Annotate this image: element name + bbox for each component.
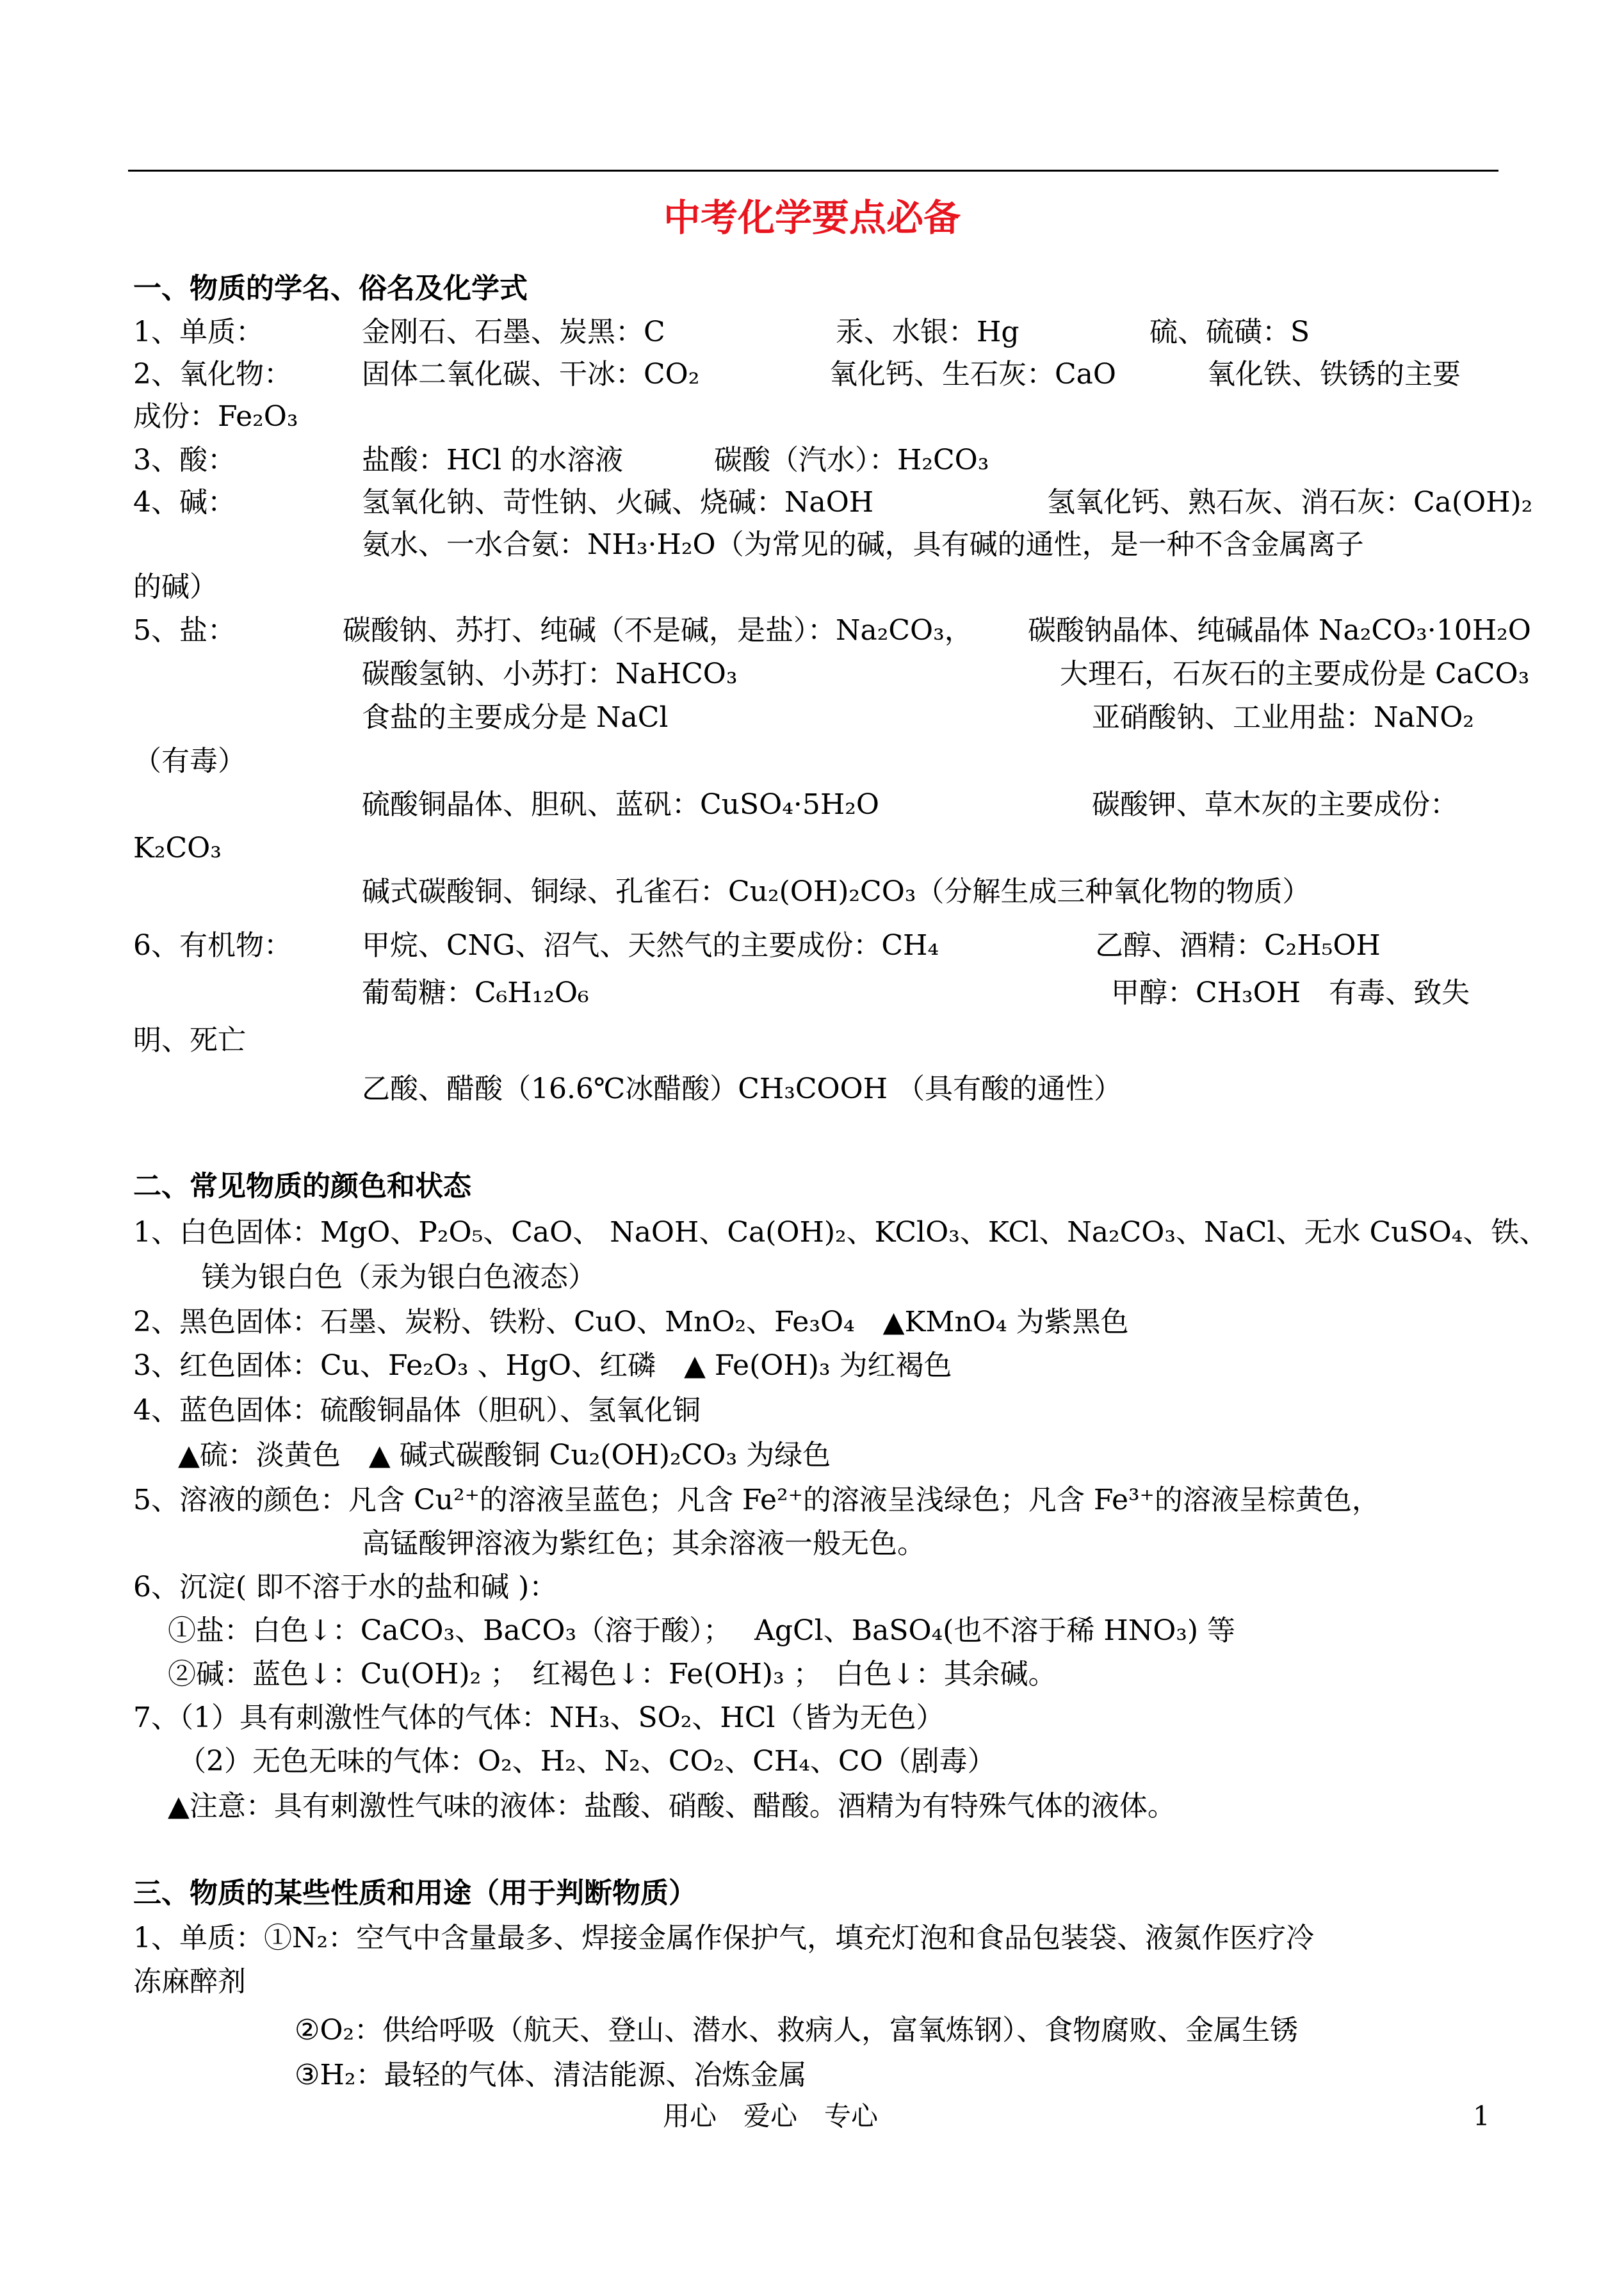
text-line: 7、（1）具有刺激性气体的气体：NH₃、SO₂、HCl（皆为无色）: [133, 1701, 945, 1734]
text-line: 碳酸氢钠、小苏打：NaHCO₃: [362, 658, 738, 690]
text-line: ▲注意：具有刺激性气味的液体：盐酸、硝酸、醋酸。酒精为有特殊气体的液体。: [168, 1790, 1176, 1822]
section-3-heading: 三、物质的某些性质和用途（用于判断物质）: [133, 1877, 697, 1910]
text-line: （2）无色无味的气体：O₂、H₂、N₂、CO₂、CH₄、CO（剧毒）: [178, 1745, 996, 1778]
text-line: 碳酸钠、苏打、纯碱（不是碱，是盐）：Na₂CO₃，: [343, 614, 973, 647]
section-2-heading: 二、常见物质的颜色和状态: [133, 1170, 471, 1203]
text-line: 冻麻醉剂: [133, 1965, 246, 1998]
text-line: 氢氧化钙、熟石灰、消石灰：Ca(OH)₂: [1047, 486, 1533, 519]
text-line: 的碱）: [133, 571, 218, 603]
header-rule: [128, 170, 1498, 172]
text-line: 3、红色固体：Cu、Fe₂O₃ 、HgO、红磷 ▲ Fe(OH)₃ 为红褐色: [133, 1349, 952, 1382]
text-line: 乙醇、酒精：C₂H₅OH: [1095, 929, 1381, 962]
text-line: ②O₂：供给呼吸（航天、登山、潜水、救病人，富氧炼钢）、食物腐败、金属生锈: [295, 2014, 1299, 2047]
text-line: 固体二氧化碳、干冰：CO₂: [362, 358, 700, 391]
text-line: 碱式碳酸铜、铜绿、孔雀石：Cu₂(OH)₂CO₃（分解生成三种氧化物的物质）: [362, 875, 1311, 908]
text-line: K₂CO₃: [133, 832, 222, 864]
text-line: 6、沉淀( 即不溶于水的盐和碱 )：: [133, 1571, 558, 1603]
text-line: 葡萄糖：C₆H₁₂O₆: [362, 977, 589, 1009]
text-line: 1、单质：①N₂：空气中含量最多、焊接金属作保护气，填充灯泡和食品包装袋、液氮作医疗冷: [133, 1922, 1315, 1954]
text-line: 6、有机物：: [133, 929, 292, 962]
text-line: 氢氧化钠、苛性钠、火碱、烧碱：NaOH: [362, 486, 874, 519]
text-line: 4、碱：: [133, 486, 236, 519]
text-line: 4、蓝色固体：硫酸铜晶体（胆矾）、氢氧化铜: [133, 1394, 701, 1427]
text-line: 硫酸铜晶体、胆矾、蓝矾：CuSO₄·5H₂O: [362, 788, 879, 821]
footer-motto: 用心 爱心 专心: [663, 2100, 879, 2132]
text-line: 5、盐：: [133, 614, 236, 647]
text-line: 3、酸：: [133, 444, 236, 476]
text-line: 1、单质：: [133, 316, 264, 348]
text-line: ②碱：蓝色↓：Cu(OH)₂ ； 红褐色↓：Fe(OH)₃ ； 白色↓：其余碱。: [168, 1658, 1057, 1691]
text-line: 碳酸钾、草木灰的主要成份：: [1092, 788, 1458, 821]
text-line: 1、白色固体：MgO、P₂O₅、CaO、 NaOH、Ca(OH)₂、KClO₃、KCl、Na₂CO₃、NaCl、无水 CuSO₄、铁、: [133, 1216, 1548, 1249]
text-line: 5、溶液的颜色：凡含 Cu²⁺的溶液呈蓝色；凡含 Fe²⁺的溶液呈浅绿色；凡含 Fe³⁺的溶液呈棕黄色，: [133, 1484, 1380, 1516]
text-line: 亚硝酸钠、工业用盐：NaNO₂: [1092, 701, 1474, 734]
page-number: 1: [1473, 2100, 1490, 2132]
text-line: 氧化铁、铁锈的主要: [1207, 358, 1461, 391]
section-1-heading: 一、物质的学名、俗名及化学式: [133, 272, 528, 305]
text-line: 镁为银白色（汞为银白色液态）: [202, 1261, 596, 1293]
text-line: ①盐：白色↓：CaCO₃、BaCO₃（溶于酸）； AgCl、BaSO₄(也不溶于稀 HNO₃) 等: [168, 1614, 1236, 1647]
text-line: 汞、水银：Hg: [836, 316, 1019, 348]
text-line: 金刚石、石墨、炭黑：C: [362, 316, 665, 348]
text-line: 氨水、一水合氨：NH₃·H₂O（为常见的碱，具有碱的通性，是一种不含金属离子: [362, 528, 1364, 561]
text-line: 碳酸（汽水）：H₂CO₃: [714, 444, 989, 476]
text-line: （有毒）: [133, 745, 246, 777]
text-line: 大理石，石灰石的主要成份是 CaCO₃: [1060, 658, 1530, 690]
text-line: ▲硫：淡黄色 ▲ 碱式碳酸铜 Cu₂(OH)₂CO₃ 为绿色: [178, 1439, 831, 1472]
text-line: 食盐的主要成分是 NaCl: [362, 701, 669, 734]
text-line: 高锰酸钾溶液为紫红色；其余溶液一般无色。: [362, 1527, 925, 1560]
text-line: 硫、硫磺：S: [1149, 316, 1310, 348]
page-title: 中考化学要点必备: [663, 196, 961, 239]
text-line: 明、死亡: [133, 1024, 246, 1057]
text-line: 2、氧化物：: [133, 358, 292, 391]
text-line: 氧化钙、生石灰：CaO: [829, 358, 1116, 391]
text-line: 甲烷、CNG、沼气、天然气的主要成份：CH₄: [362, 929, 939, 962]
text-line: 甲醇：CH₃OH 有毒、致失: [1111, 977, 1470, 1009]
text-line: 盐酸：HCl 的水溶液: [362, 444, 624, 476]
text-line: ③H₂：最轻的气体、清洁能源、冶炼金属: [295, 2059, 807, 2091]
text-line: 乙酸、醋酸（16.6℃冰醋酸）CH₃COOH （具有酸的通性）: [362, 1073, 1123, 1105]
text-line: 2、黑色固体：石墨、炭粉、铁粉、CuO、MnO₂、Fe₃O₄ ▲KMnO₄ 为紫黑色: [133, 1306, 1129, 1338]
text-line: 成份：Fe₂O₃: [133, 400, 298, 433]
text-line: 碳酸钠晶体、纯碱晶体 Na₂CO₃·10H₂O: [1028, 614, 1531, 647]
